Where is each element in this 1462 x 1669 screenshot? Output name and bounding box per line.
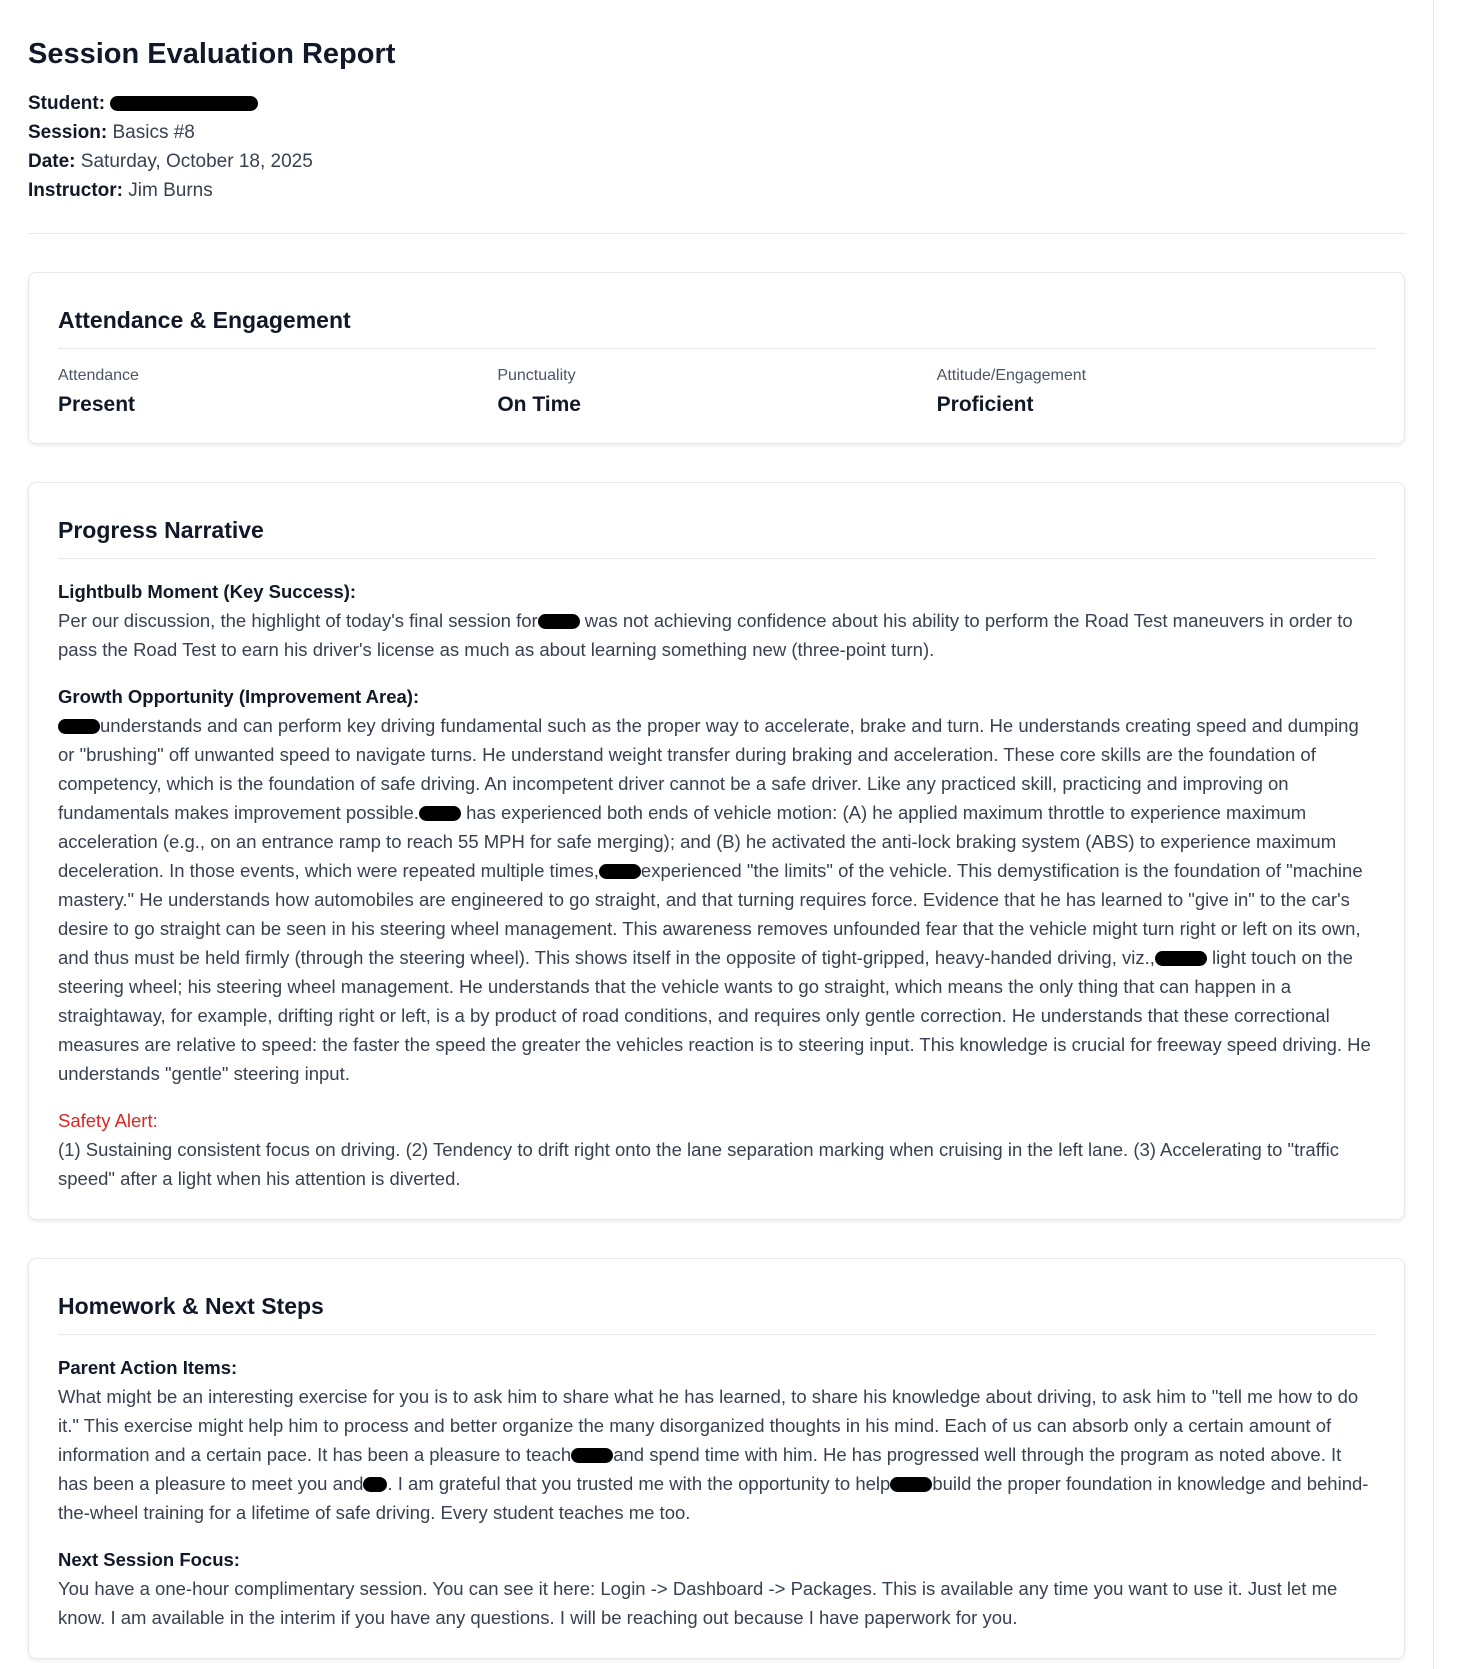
growth-title: Growth Opportunity (Improvement Area): [58,686,420,707]
attitude-stat [937,367,1376,417]
lightbulb-title: Lightbulb Moment (Key Success): [58,581,357,602]
next-session-title: Next Session Focus: [58,1549,240,1570]
instructor-row [28,176,1405,205]
parent-text [58,1382,1376,1527]
growth-block [58,682,1376,1088]
student-label: Student: [28,93,106,114]
page-title: Session Evaluation Report [28,38,396,70]
punctuality-label: Punctuality [497,367,576,384]
next-session-text: You have a one-hour complimentary session. You can see it here: Login -> Dashboard -> Packages. This is available any time you want to use it. Just let me know. I am available in the interim if you have any questions. I will be reaching out because I have paperwork for you. [58,1578,1338,1628]
narrative-title: Progress Narrative [58,511,1376,559]
date-label: Date: [28,151,76,172]
parent-text-part: . I am grateful that you trusted me with the opportunity to help [387,1473,891,1494]
parent-title: Parent Action Items: [58,1357,238,1378]
attendance-value: Present [58,393,136,416]
parent-text-part: and spend time with him. He has progressed well through the program as noted above. It has been a pleasure to meet you and [58,1444,1342,1494]
attendance-stat [58,367,497,417]
redacted-name [1155,951,1207,966]
growth-text-part: experienced "the limits" of the vehicle. This demystification is the foundation of "machine mastery." He understands how automobiles are engineered to go straight, and that turning requires force. Evidence that he has learned to "give in" to the car's desire to go straight can be seen in his steering wheel management. This awareness removes unfounded fear that the vehicle might turn right or left on its own, and thus must be held firmly (through the steering wheel). This shows itself in the opposite of tight-gripped, heavy-handed driving, viz., [58,860,1363,968]
growth-text [58,711,1376,1088]
lightbulb-text [58,606,1376,664]
attitude-label: Attitude/Engagement [936,367,1087,384]
growth-text-part: light touch on the steering wheel; his steering wheel management. He understands that the vehicle wants to go straight, which means the only thing that can happen in a straightaway, for example, drifting right or left, is a by product of road conditions, and requires only gentle correction. He understands that these correctional measures are relative to speed: the faster the speed the greater the vehicles reaction is to steering input. This knowledge is crucial for freeway speed driving. He understands "gentle" steering input. [58,947,1371,1084]
attitude-value: Proficient [936,393,1034,416]
safety-alert-text: (1) Sustaining consistent focus on driving. (2) Tendency to drift right onto the lane separation marking when cruising in the left lane. (3) Accelerating to "traffic speed" after a light when his attention is diverted. [58,1139,1340,1189]
redacted-name [363,1477,387,1492]
safety-alert-title: Safety Alert: [58,1110,158,1131]
lightbulb-text-part: Per our discussion, the highlight of today's final session for [58,610,538,631]
redacted-student-name [110,96,258,111]
date-row [28,147,1405,176]
safety-block [58,1106,1376,1193]
parent-block [58,1353,1376,1527]
session-value: Basics #8 [112,122,195,143]
lightbulb-block [58,577,1376,664]
punctuality-value: On Time [497,393,581,416]
parent-text-part: What might be an interesting exercise for you is to ask him to share what he has learned, to share his knowledge about driving, to ask him to "tell me how to do it." This exercise might help him to process and better organize the many disorganized thoughts in his mind. Each of us can absorb only a certain amount of information and a certain pace. It has been a pleasure to teach [58,1386,1359,1465]
narrative-card [28,482,1405,1220]
session-label: Session: [28,122,108,143]
redacted-name [599,864,641,879]
redacted-name [571,1448,613,1463]
student-row [28,89,1405,118]
attendance-card [28,272,1405,444]
session-row [28,118,1405,147]
redacted-name [538,614,580,629]
attendance-label: Attendance [58,367,139,384]
attendance-stats [58,367,1376,417]
lightbulb-text-part: was not achieving confidence about his ability to perform the Road Test maneuvers in order to pass the Road Test to earn his driver's license as much as about learning something new (three-point turn). [58,610,1353,660]
redacted-name [58,719,100,734]
instructor-value: Jim Burns [128,180,213,201]
attendance-title: Attendance & Engagement [58,301,1376,349]
parent-text-part: build the proper foundation in knowledge and behind-the-wheel training for a lifetime of safe driving. Every student teaches me too. [58,1473,1369,1523]
homework-title: Homework & Next Steps [58,1287,1376,1335]
growth-text-part: has experienced both ends of vehicle motion: (A) he applied maximum throttle to experience maximum acceleration (e.g., on an entrance ramp to reach 55 MPH for safe merging); and (B) he activated the anti-lock braking system (ABS) to experience maximum deceleration. In those events, which were repeated multiple times, [58,802,1337,881]
growth-text-part: understands and can perform key driving fundamental such as the proper way to accelerate, brake and turn. He understands creating speed and dumping or "brushing" off unwanted speed to navigate turns. He understand weight transfer during braking and acceleration. These core skills are the foundation of competency, which is the foundation of safe driving. An incompetent driver cannot be a safe driver. Like any practiced skill, practicing and improving on fundamentals makes improvement possible. [58,715,1359,823]
date-value: Saturday, October 18, 2025 [80,151,313,172]
redacted-name [890,1477,932,1492]
report-header [28,28,1405,234]
punctuality-stat [497,367,936,417]
redacted-name [419,806,461,821]
next-session-block [58,1545,1376,1632]
instructor-label: Instructor: [28,180,123,201]
homework-card [28,1258,1405,1659]
